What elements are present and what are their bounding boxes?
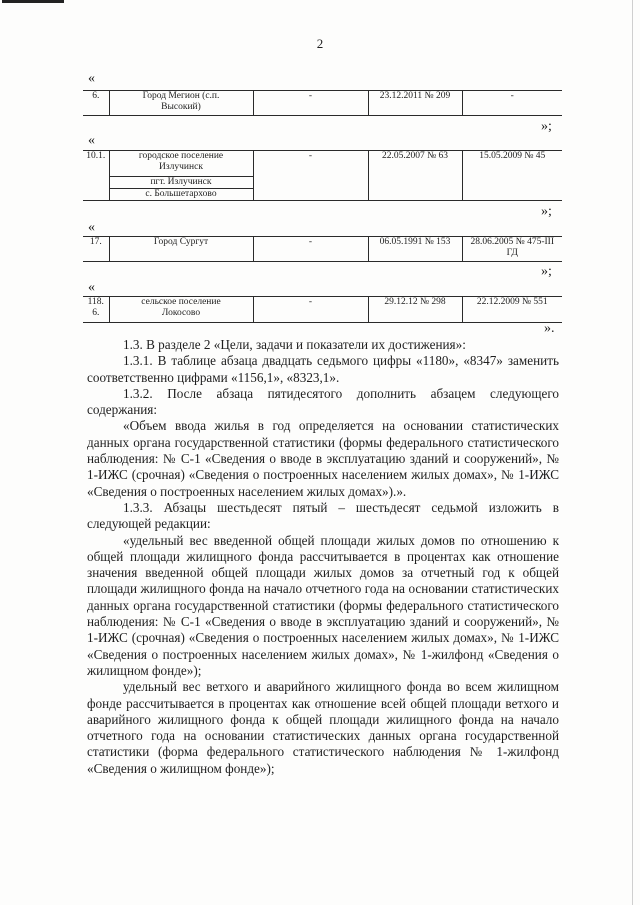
paragraph: «удельный вес введенной общей площади жилых домов по отношению к общей площади жилищного фонда рассчитывается в процентах как отношение значения введенной общей площади жилых домов за отчетный год к общей площади жилищного фонда на начало отчетного года на основании статистических данных органа государственной статистики (формы федерального статистического наблюдения: № С-1 «Сведения о вводе в эксплуатацию зданий и сооружений», № 1-ИЖС (срочная) «Сведения о построенных населением жилых домах», № 1-ИЖС «Сведения о построенных населением жилых домах», № 1-жилфонд «Сведения о жилищном фонде»); [87, 532, 559, 678]
scan-edge-line [632, 0, 633, 905]
name-line: сельское поселение [141, 297, 221, 307]
close-quote: »; [541, 119, 552, 134]
cell-col3: - [253, 91, 368, 116]
open-quote: « [88, 280, 95, 295]
name-line: Город Мегион (с.п. [142, 91, 220, 101]
page-number: 2 [316, 36, 324, 51]
cell-date-1: 06.05.1991 № 153 [368, 237, 462, 262]
cell-date-2 [462, 237, 562, 262]
row-number [83, 297, 109, 323]
paragraph: 1.3.3. Абзацы шестьдесят пятый – шестьдесят седьмой изложить в следующей редакции: [87, 499, 559, 532]
cell-date-1: 29.12.12 № 298 [368, 297, 462, 323]
name-line: Излучинск [159, 162, 203, 172]
name-line: Высокий) [161, 102, 201, 112]
row-number: 17. [83, 237, 109, 262]
open-quote: « [88, 133, 95, 148]
municipality-name [109, 297, 253, 323]
cell-date-2: - [462, 91, 562, 116]
amendment-table-izluchinsk [83, 150, 562, 201]
close-quote: ». [544, 321, 555, 336]
name-line: Локосово [161, 308, 201, 318]
paragraph: 1.3. В разделе 2 «Цели, задачи и показатели их достижения»: [123, 337, 466, 352]
municipality-name: Город Сургут [109, 237, 253, 262]
close-quote: »; [541, 264, 552, 279]
amendment-table-lokosovo [83, 296, 562, 323]
table-row [83, 151, 562, 177]
cell-col3: - [253, 297, 368, 323]
table-row [83, 91, 562, 116]
settlement-name: с. Большетархово [109, 189, 253, 201]
cell-date-2: 22.12.2009 № 551 [462, 297, 562, 323]
municipality-name [109, 151, 253, 177]
document-body [87, 337, 559, 777]
paragraph: «Объем ввода жилья в год определяется на основании статистических данных органа государственной статистики (формы федерального статистического наблюдения: № С-1 «Сведения о вводе в эксплуатацию зданий и сооружений», № 1-ИЖС (срочная) «Сведения о построенных населением жилых домах», № 1-ИЖС «Сведения о построенных населением жилых домах»).». [87, 418, 559, 499]
amendment-table-megion [83, 90, 562, 116]
cell-date-1: 22.05.2007 № 63 [368, 151, 462, 201]
name-line: городское поселение [138, 151, 224, 161]
open-quote: « [88, 220, 95, 235]
date-line: ГД [506, 248, 518, 258]
date-line: 28.06.2005 № 475-III [470, 237, 554, 247]
municipality-name [109, 91, 253, 116]
scan-artifact-bar [2, 0, 64, 3]
open-quote: « [88, 71, 95, 86]
paragraph: 1.3.2. После абзаца пятидесятого дополнить абзацем следующего содержания: [87, 385, 559, 418]
cell-col3: - [253, 151, 368, 201]
paragraph: удельный вес ветхого и аварийного жилищного фонда во всем жилищном фонде рассчитывается в процентах как отношение всей общей площади ветхого и аварийного жилищного фонда к общей площади жилищного фонда на начало отчетного года на основании статистических данных органа государственной статистики (форма федерального статистического наблюдения № 1-жилфонд «Сведения о жилищном фонде»); [87, 679, 559, 776]
cell-date-1: 23.12.2011 № 209 [368, 91, 462, 116]
cell-col3: - [253, 237, 368, 262]
table-row [83, 297, 562, 323]
number-line: 118. [87, 297, 104, 307]
cell-date-2: 15.05.2009 № 45 [462, 151, 562, 201]
table-row [83, 237, 562, 262]
row-number: 10.1. [83, 151, 109, 201]
close-quote: »; [541, 204, 552, 219]
paragraph: 1.3.1. В таблице абзаца двадцать седьмого цифры «1180», «8347» заменить соответственно цифрами «1156,1», «8323,1». [87, 353, 559, 385]
settlement-name: пгт. Излучинск [109, 177, 253, 189]
amendment-table-surgut [83, 236, 562, 262]
row-number: 6. [83, 91, 109, 116]
number-line: 6. [92, 308, 100, 318]
